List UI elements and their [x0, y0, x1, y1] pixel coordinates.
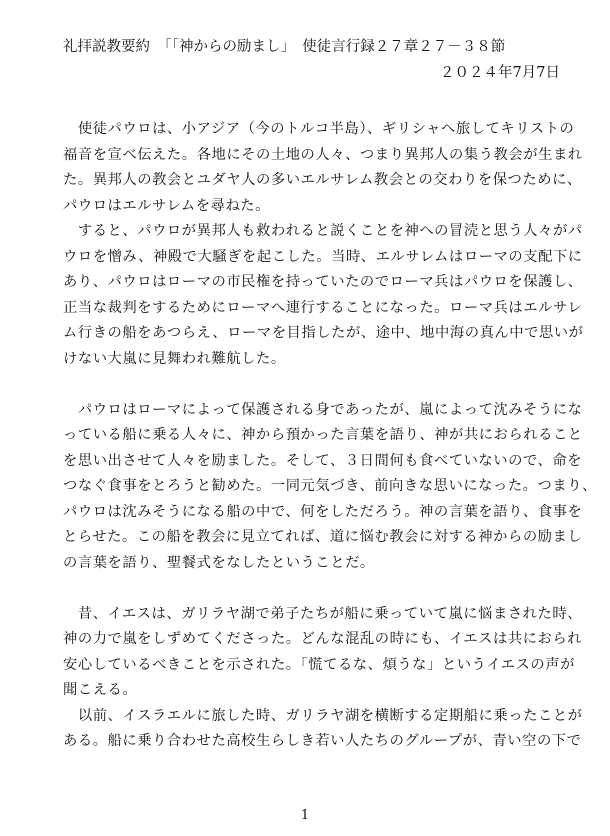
text-line: すると、パウロが異邦人も救われると説くことを神への冒涜と思う人々がパ: [63, 223, 583, 239]
paragraph: [63, 602, 583, 704]
text-line: ある。船に乗り合わせた高校生らしき若い人たちのグループが、青い空の下で: [63, 733, 582, 749]
text-line: けない大嵐に見舞われ難航した。: [63, 350, 286, 367]
text-line: 福音を宣べ伝えた。各地にその土地の人々、つまり異邦人の集う教会が生まれ: [63, 146, 583, 163]
text-line: パウロはローマによって保護される身であったが、嵐によって沈みそうにな: [63, 401, 583, 418]
paragraph: [63, 704, 583, 755]
text-line: 聞こえる。: [63, 682, 138, 698]
text-line: つなぐ食事をとろうと勧めた。一同元気づき、前向きな思いになった。つまり、: [63, 478, 597, 494]
text-line: 昔、イエスは、ガリラヤ湖で弟子たちが船に乗っていて嵐に悩まされた時、: [63, 605, 583, 622]
text-line: とらせた。この船を教会に見立てれば、道に悩む教会に対する神からの励まし: [63, 529, 583, 545]
paragraph-gap: [63, 372, 563, 398]
sermon-body: [63, 117, 597, 755]
text-line: 以前、イスラエルに旅した時、ガリラヤ湖を横断する定期船に乗ったことが: [63, 707, 583, 724]
text-line: 使徒パウロは、小アジア（今のトルコ半島）、ギリシャへ旅してキリストの: [63, 121, 575, 137]
text-line: ム行きの船をあつらえ、ローマを目指したが、途中、地中海の真ん中で思いが: [63, 325, 584, 341]
text-line: の言葉を語り、聖餐式をなしたということだ。: [63, 554, 375, 571]
text-line: を思い出させて人々を励ました。そして、３日間何も食べていないので、命を: [63, 452, 583, 469]
text-line: パウロは沈みそうになる船の中で、何をしただろう。神の言葉を語り、食事を: [63, 503, 583, 520]
text-line: あり、パウロはローマの市民権を持っていたのでローマ兵はパウロを保護し、: [63, 274, 583, 290]
text-line: 安心しているべきことを示された。「慌てるな、煩うな」というイエスの声が: [63, 656, 575, 673]
text-line: パウロはエルサレムを尋ねた。: [63, 197, 270, 214]
page-number: 1: [300, 808, 310, 823]
paragraph: [63, 219, 584, 372]
text-line: ウロを憎み、神殿で大騒ぎを起こした。当時、エルサレムはローマの支配下に: [63, 248, 583, 265]
paragraph: [63, 117, 583, 219]
text-line: っている船に乗る人々に、神から預かった言葉を語り、神が共におられること: [63, 427, 583, 443]
sermon-date: ２０２４年7月7日: [440, 65, 560, 81]
text-line: 正当な裁判をするためにローマへ連行することになった。ローマ兵はエルサレ: [63, 299, 583, 316]
text-line: 神の力で嵐をしずめてくださった。どんな混乱の時にも、イエスは共におられ: [63, 631, 583, 647]
paragraph: [63, 398, 597, 577]
paragraph-gap: [63, 576, 563, 602]
text-line: た。異邦人の教会とユダヤ人の多いエルサレム教会との交わりを保つために、: [63, 172, 582, 188]
sermon-title: 礼拝説教要約 「「神からの励まし」 使徒言行録２７章２７－３８節: [63, 39, 506, 55]
